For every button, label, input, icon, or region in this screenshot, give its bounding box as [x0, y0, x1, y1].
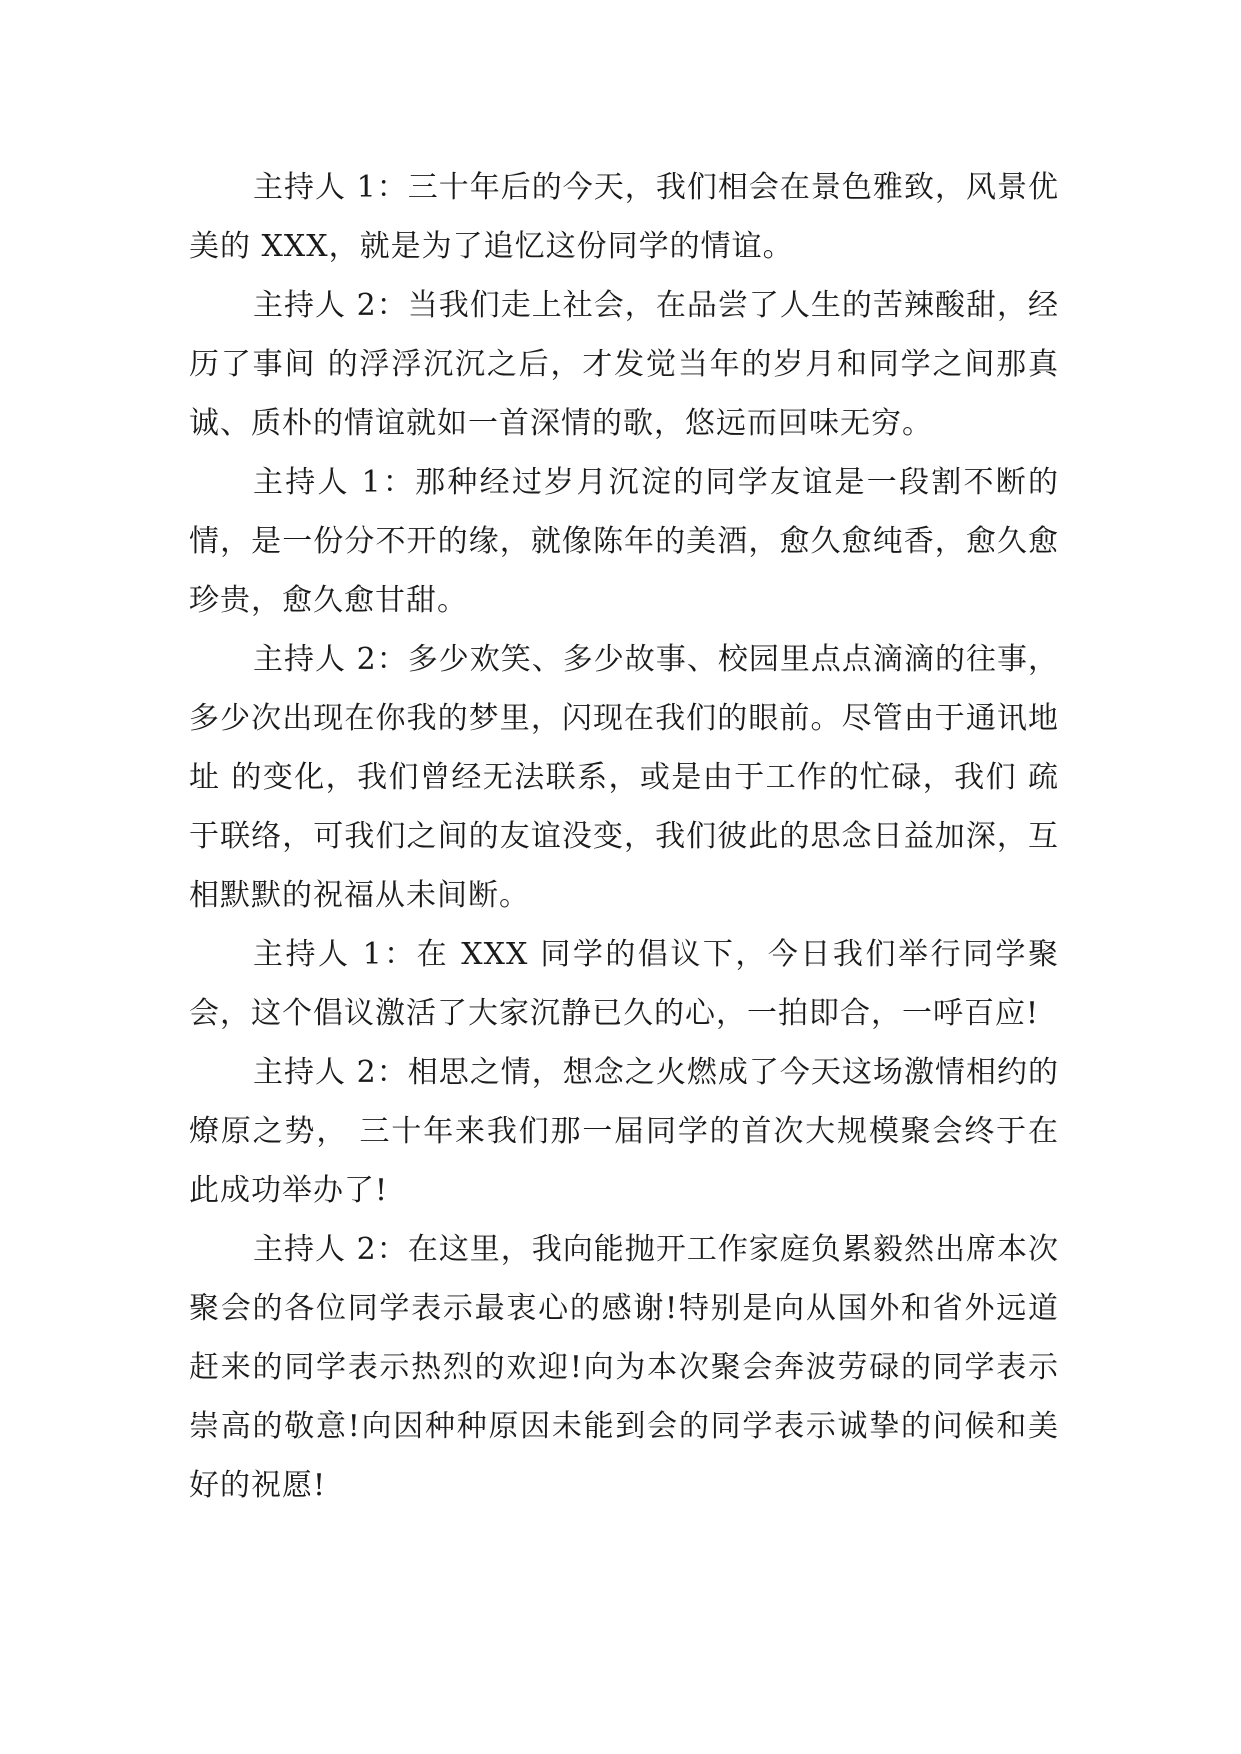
paragraph: 主持人 1：在 XXX 同学的倡议下，今日我们举行同学聚会，这个倡议激活了大家沉静已久的心，一拍即合，一呼百应! — [189, 937, 1059, 1031]
paragraph: 主持人 2：当我们走上社会，在品尝了人生的苦辣酸甜，经历了事间 的浮浮沉沉之后，才发觉当年的岁月和同学之间那真诚、质朴的情谊就如一首深情的歌，悠远而回味无穷。 — [189, 288, 1059, 441]
paragraph: 主持人 2：在这里，我向能抛开工作家庭负累毅然出席本次聚会的各位同学表示最衷心的感谢!特别是向从国外和省外远道赶来的同学表示热烈的欢迎!向为本次聚会奔波劳碌的同学表示崇高的敬意!向因种种原因未能到会的同学表示诚挚的问候和美好的祝愿! — [189, 1232, 1059, 1503]
paragraph: 主持人 1：三十年后的今天，我们相会在景色雅致，风景优美的 XXX，就是为了追忆这份同学的情谊。 — [189, 170, 1059, 264]
paragraph: 主持人 2：多少欢笑、多少故事、校园里点点滴滴的往事，多少次出现在你我的梦里，闪现在我们的眼前。尽管由于通讯地址 的变化，我们曾经无法联系，或是由于工作的忙碌，我们 疏于联络，可我们之间的友谊没变，我们彼此的思念日益加深，互相默默的祝福从未间断。 — [189, 642, 1059, 913]
paragraph: 主持人 1：那种经过岁月沉淀的同学友谊是一段割不断的情，是一份分不开的缘，就像陈年的美酒，愈久愈纯香，愈久愈珍贵，愈久愈甘甜。 — [189, 465, 1059, 618]
paragraph: 主持人 2：相思之情，想念之火燃成了今天这场激情相约的燎原之势， 三十年来我们那一届同学的首次大规模聚会终于在此成功举办了! — [189, 1055, 1059, 1208]
document-body — [189, 158, 1059, 1515]
